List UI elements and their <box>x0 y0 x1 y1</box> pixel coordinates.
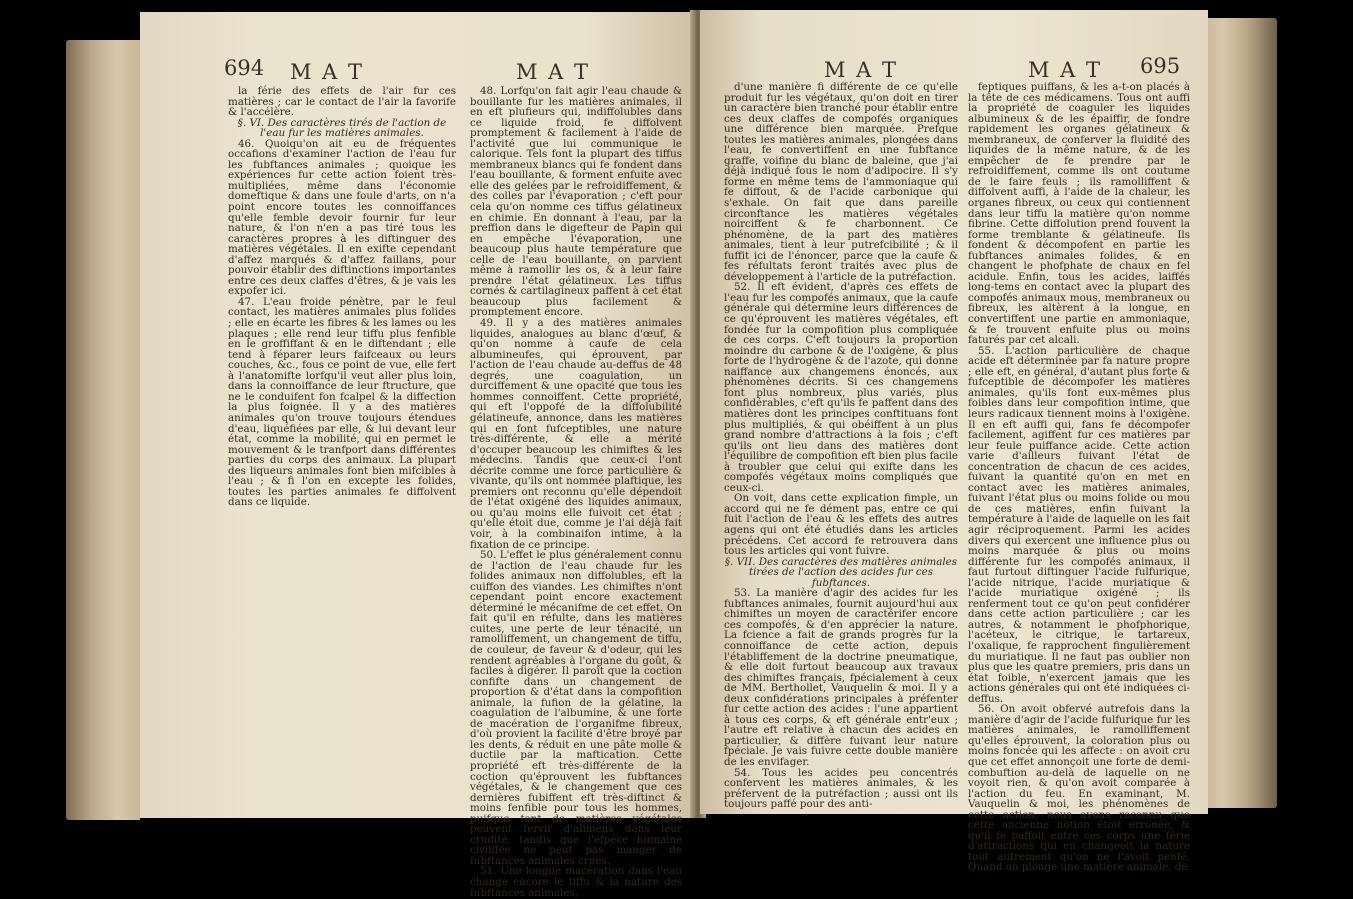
right-running-head-left: M A T <box>824 58 899 82</box>
section-heading-vii: §. VII. Des caractères des matières animales tirées de l'action des acides fur ces fubftances. <box>724 555 958 589</box>
page-edges-right <box>1205 18 1277 808</box>
left-page-number: 694 <box>224 56 265 80</box>
paragraph: 56. On avoit obfervé autrefois dans la manière d'agir de l'acide fulfurique fur les matières animales, le ramolliffement qu'elles éprouvent, la coloration plus ou moins foncée qui les affecte : on avoit cru que cet effet annonçoit une forte de demi-combuftion au-delà de laquelle on ne voyoit rien, & qu'on avoit comparée à l'action du feu. En examinant, M. Vauquelin & moi, les phénomènes de cette action, nous avons reconnu que cette ancienne notion étoit erronée, & qu'il fe paffoit entre ces corps une férie d'attractions qui en changeoit la nature tout autrement qu'on ne l'avoit penfé. Quand on plonge une matière animale, de <box>968 703 1190 874</box>
left-column-1 <box>228 86 456 802</box>
paragraph: 50. L'effet le plus généralement connu de l'action de l'eau chaude fur les folides animaux non diffolubles, eft la cuiffon des viandes. Les chimiftes n'ont cependant point encore exactement déterminé le mécanifme de cet effet. On fait qu'il en réfulte, dans les matières cuites, une perte de leur ténacité, un ramolliffement, un changement de tiffu, de couleur, de faveur & d'odeur, qui les rendent agréables à l'organe du goût, & faciles à digérer. Il paroît que la coction confifte dans un changement de proportion & d'état dans la compofition animale, la fufion de la gélatine, la coagulation de l'albumine, & une forte de macération de l'organifme fibreux, d'où provient la facilité d'être broyé par les dents, & réduit en une pâte molle & ductile par la maftication. Cette propriété eft très-différente de la coction qu'éprouvent les fubftances végétales, & le changement que ces dernières fubiffent eft très-diftinct & moins fenfible pour tous les hommes, puifque tant de matières végétales peuvent fervir d'alimens dans leur crudité, tandis que l'efpèce humaine civilifée ne peut pas manger de fubftances animales crues. <box>470 549 682 867</box>
paragraph: 47. L'eau froide pénètre, par le feul contact, les matières animales plus folides ; elle en écarte les fibres & les lames ou les plaques ; elle rend leur tiffu plus fenfible en le groffiffant & en le diftendant ; elle tend à féparer leurs faifceaux ou leurs couches, &c., fous ce point de vue, elle fert à l'anatomifte lorfqu'il veut aller plus loin, dans la connoiffance de leur ftructure, que ne le conduifent fon fcalpel & la diffection la plus foignée. Il y a des matières animales qu'on trouve toujours étendues d'eau, liquéfiées par elle, & lui devant leur état, comme la mobilité, qui en permet le mouvement & le tranfport dans différentes parties du corps des animaux. La plupart des liqueurs animales font bien mifcibles à l'eau ; & fi l'on en excepte les folides, toutes les parties animales fe diffolvent dans ce liquide. <box>228 295 456 509</box>
left-running-head-right: M A T <box>516 60 591 84</box>
section-heading-vi: §. VI. Des caractères tirés de l'action de l'eau fur les matières animales. <box>237 116 447 140</box>
paragraph: feptiques puiffans, & les a-t-on placés à la tête de ces médicamens. Tous ont auffi la propriété de coaguler les liquides albumineux & de les épaiffir, de fondre rapidement les organes gélatineux & membraneux, de conferver la fluidité des liquides de la même nature, & de les empêcher de fe prendre par le refroidiffement, comme ils ont coutume de le faire feuls ; ils ramolliffent & diffolvent auffi, à l'aide de la chaleur, les organes fibreux, ou ceux qui contiennent dans leur tiffu la matière qu'on nomme fibrine. Cette diffolution prend fouvent la forme tremblante & gélatineufe. Ils fondent & décompofent en partie les fubftances animales folides, & en changent le phofphate de chaux en fel acidule. Enfin, tous les acides, laiffés long-tems en contact avec la plupart des compofés animaux mous, membraneux ou fibreux, les altèrent à la longue, en convertiffent une partie en ammoniaque, & fe trouvent enfuite plus ou moins faturés par cet alcali. <box>968 81 1190 347</box>
left-column-2 <box>470 85 682 899</box>
left-page <box>140 12 696 899</box>
paragraph: d'une manière fi différente de ce qu'elle produit fur les végétaux, qu'on doit en tirer un caractère bien tranché pour établir entre ces deux claffes de compofés organiques une différence bien marquée. Prefque toutes les matières animales, plongées dans l'eau, fe convertiffent en une fubftance graffe, voifine du blanc de baleine, que j'ai déjà indiqué fous le nom d'adipocire. Il s'y forme en même tems de l'ammoniaque qui fe diffout, & de l'acide carbonique qui s'exhale. On fait que dans pareille circonftance les matières végétales noirciffent & fe charbonnent. Ce phénomène, de la part des matières animales, tient à leur putrefcibilité ; & il fuffit ici de l'énoncer, parce que la caufe & fes réfultats feront traités avec plus de développement à l'article de la putréfaction. <box>724 81 958 283</box>
right-column-2 <box>968 81 1190 874</box>
paragraph: 49. Il y a des matières animales liquides, analogues au blanc d'œuf, & qu'on nomme à caufe de cela albumineufes, qui éprouvent, par l'action de l'eau chaude au-deffus de 48 degrés, une coagulation, un durciffement & une opacité que tous les hommes connoiffent. Cette propriété, qui eft l'oppofé de la diffolubilité gélatineufe, annonce, dans les matières qui en font fufceptibles, une nature très-différente, & elle a mérité d'occuper beaucoup les chimiftes & les médecins. Tandis que ceux-ci l'ont décrite comme une force particulière & vivante, qu'ils ont nommée plaftique, les premiers ont reconnu qu'elle dépendoit de l'état oxigéné des liquides animaux, ou qu'au moins elle fuivoit cet état ; qu'elle étoit due, comme je l'ai déjà fait voir, à la combinaifon intime, à la fixation de ce principe. <box>470 317 682 551</box>
paragraph: On voit, dans cette explication fimple, un accord qui ne fe dément pas, entre ce qui fuit l'action de l'eau & les effets des autres agens qui ont été étudiés dans les articles précédens. Cet accord fe retrouvera dans tous les articles qui vont fuivre. <box>724 492 958 558</box>
right-page-number: 695 <box>1140 54 1181 78</box>
paragraph: 51. Une longue macération dans l'eau change encore le tiffu & la nature des fubftances animales, <box>470 865 682 899</box>
right-running-head-right: M A T <box>1028 58 1103 82</box>
right-column-1 <box>724 81 958 811</box>
left-running-head-left: M A T <box>290 60 365 84</box>
paragraph: 55. L'action particulière de chaque acide eft déterminée par fa nature propre ; elle eft, en général, d'autant plus forte & fufceptible de décompofer les matières animales, qu'ils font eux-mêmes plus foibles dans leur compofition intime, que leurs radicaux tiennent moins à l'oxigène. Il en eft auffi qui, fans fe décompofer facilement, agiffent fur ces matières par leur feule puiffance acide. Cette action varie d'ailleurs fuivant l'état de concentration de chacun de ces acides, fuivant la quantité qu'on en met en contact avec les matières animales, fuivant l'état plus ou moins folide ou mou de ces matières, enfin fuivant la température à l'aide de laquelle on les fait agir réciproquement. Parmi les acides divers qui exercent une influence plus ou moins marquée & plus ou moins différente fur les compofés animaux, il faut furtout diftinguer l'acide fulfurique, l'acide nitrique, l'acide muriatique & l'acide muriatique oxigéné ; ils renferment tout ce qu'on peut confidérer dans cette action particulière ; car les autres, & notamment le phofphorique, l'acéteux, le citrique, le tartareux, l'oxalique, fe rapprochent fingulièrement du muriatique. Il ne faut pas oublier non plus que les quatre premiers, pris dans un état foible, n'exercent jamais que les actions générales qui ont été indiquées ci-deffus. <box>968 344 1190 705</box>
right-page <box>700 10 1208 874</box>
paragraph: 52. Il eft évident, d'après ces effets de l'eau fur les compofés animaux, que la caufe générale qui détermine leurs différences de ce qu'éprouvent les matières végétales, eft fondée fur la compofition plus compliquée de ces corps. C'eft toujours la proportion moindre du carbone & de l'oxigène, & plus forte de l'hydrogène & de l'azote, qui donne naiffance aux changemens énoncés, aux phénomènes décrits. Si ces changemens font plus nombreux, plus variés, plus confidérables, c'eft qu'ils fe paffent dans des matières dont les principes conftituans font plus multipliés, & qui obéiffent à un plus grand nombre d'attractions à la fois ; c'eft qu'ils ont lieu dans des matières dont l'équilibre de compofition eft bien plus facile à troubler que celui qui exifte dans les compofés végétaux moins compliqués que ceux-ci. <box>724 281 958 494</box>
page-edges-left <box>66 40 140 820</box>
paragraph: la férie des effets de l'air fur ces matières ; car le contact de l'air la favorife & l'accélère. <box>228 85 456 119</box>
paragraph: 48. Lorfqu'on fait agir l'eau chaude & bouillante fur les matières animales, il en eft plufieurs qui, indiffolubles dans ce liquide froid, fe diffolvent promptement & facilement à l'aide de l'activité que lui communique le calorique. Tels font la plupart des tiffus membraneux blancs qui fe fondent dans l'eau bouillante, & forment enfuite avec elle des gelées par le refroidiffement, & des colles par l'évaporation ; c'eft pour cela qu'on nomme ces tiffus gélatineux en chimie. En donnant à l'eau, par la preffion dans le digefteur de Papin qui en empêche l'évaporation, une beaucoup plus haute température que celle de l'eau bouillante, on parvient même à ramollir les os, & à leur faire prendre l'état gélatineux. Les tiffus cornés & cartilagineux paffent à cet état beaucoup plus facilement & promptement encore. <box>470 85 682 319</box>
paragraph: 54. Tous les acides peu concentrés confervent les matières animales, & les préfervent de la putréfaction ; aussi ont ils toujours paffé pour des anti- <box>724 766 958 811</box>
paragraph: 53. La manière d'agir des acides fur les fubftances animales, fournit aujourd'hui aux chimiftes un moyen de caractérifer encore ces compofés, & d'en apprécier la nature. La fcience a fait de grands progrès fur la connoiffance de cette action, depuis l'établiffement de la doctrine pneumatique, & elle doit furtout beaucoup aux travaux des chimiftes français, fpécialement à ceux de MM. Berthollet, Vauquelin & moi. Il y a deux confidérations principales à préfenter fur cette action des acides : l'une appartient à tous ces corps, & eft générale entr'eux ; l'autre eft relative à chacun des acides en particulier, & diffère fuivant leur nature fpéciale. Je vais fuivre cette double manière de les envifager. <box>724 587 958 768</box>
paragraph: 46. Quoiqu'on ait eu de fréquentes occafions d'examiner l'action de l'eau fur les fubftances animales ; quoique les expériences fur cette action foient très-multipliées, même dans l'économie domeftique & dans une foule d'arts, on n'a point encore toutes les connoiffances qu'elle femble devoir fournir fur leur nature, & l'on n'en a pas tiré tous les caractères propres à les diftinguer des matières végétales. Il en exifte cependant d'affez marqués & d'affez faillans, pour pouvoir établir des diftinctions importantes entre ces deux claffes d'êtres, & je vais les expofer ici. <box>228 137 456 298</box>
